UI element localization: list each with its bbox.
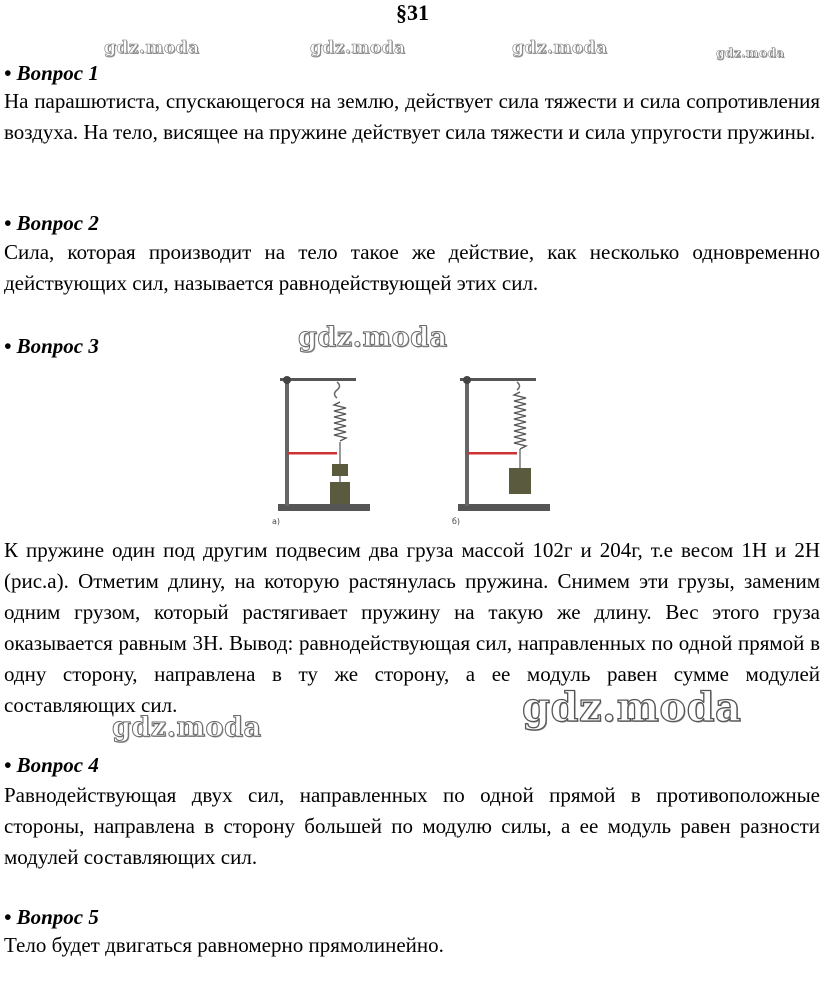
spring (334, 402, 346, 441)
question-3-label: • Вопрос 3 (4, 334, 99, 358)
question-4-label: • Вопрос 4 (4, 753, 99, 777)
watermark: gdz.moda (512, 38, 608, 58)
watermark: gdz.moda (104, 38, 200, 58)
watermark: gdz.moda (112, 712, 262, 743)
spring-experiment-figure (258, 372, 558, 534)
watermark: gdz.moda (716, 46, 785, 60)
label-a: а) (272, 517, 281, 526)
spring (514, 392, 526, 449)
setup-b (452, 376, 550, 526)
question-1-label: • Вопрос 1 (4, 61, 99, 85)
watermark: gdz.moda (298, 322, 448, 353)
section-title: §31 (396, 0, 429, 25)
weight-1n (332, 464, 348, 476)
question-2-answer: Сила, которая производит на тело такое же действие, как несколько одновременно действующих сил, называется равнодействующей этих сил. (4, 240, 820, 295)
watermark: gdz.moda (522, 684, 742, 731)
question-1-answer: На парашютиста, спускающегося на землю, действует сила тяжести и сила сопротивления воздуха. На тело, висящее на пружине действует сила тяжести и сила упругости пружины. (4, 89, 820, 144)
watermark: gdz.moda (310, 38, 406, 58)
question-3-answer: К пружине один под другим подвесим два груза массой 102г и 204г, т.е весом 1Н и 2Н (рис.а). Отметим длину, на которую растянулась пружина. Снимем эти грузы, заменим одним грузом, который растягивает пружину на такую же длину. Вес этого груза оказывается равным 3Н. Вывод: равнодействующая сил, направленных по одной прямой в одну сторону, направлена в ту же сторону, а ее модуль равен сумме модулей составляющих сил. (4, 538, 820, 717)
weight-2n (330, 482, 350, 504)
question-2-label: • Вопрос 2 (4, 211, 99, 235)
label-b: б) (452, 517, 461, 526)
marker (287, 452, 337, 455)
marker (467, 452, 517, 455)
question-5-answer: Тело будет двигаться равномерно прямолинейно. (4, 933, 444, 957)
question-4-answer: Равнодействующая двух сил, направленных по одной прямой в противоположные стороны, направлена в сторону большей по модулю силы, а ее модуль равен разности модулей составляющих сил. (4, 783, 820, 869)
setup-a (272, 376, 370, 526)
weight-3n (509, 468, 531, 494)
question-5-label: • Вопрос 5 (4, 905, 99, 929)
